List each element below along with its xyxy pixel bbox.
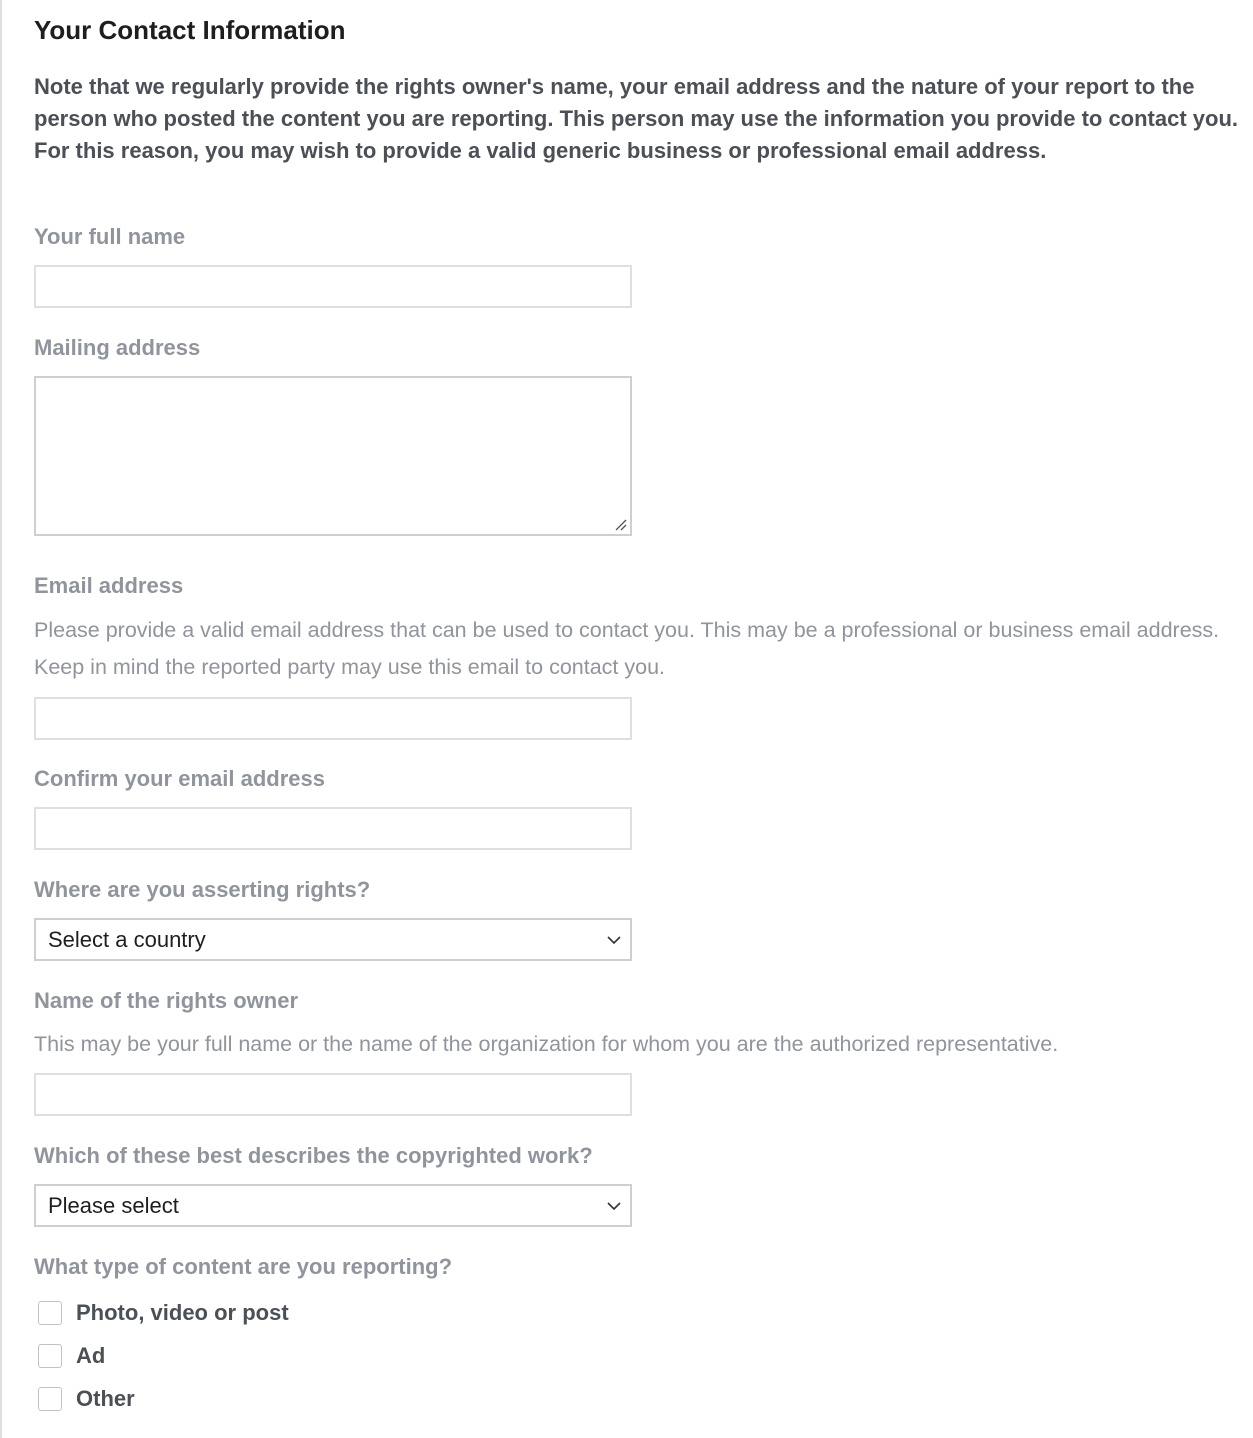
section-title: Your Contact Information (34, 15, 346, 45)
chevron-down-icon (606, 1198, 622, 1214)
rights-owner-help: This may be your full name or the name of the organization for whom you are the authorized representative. (34, 1032, 1059, 1056)
checkbox-label: Ad (76, 1343, 106, 1368)
mailing-address-textarea[interactable] (34, 376, 632, 536)
country-label: Where are you asserting rights? (34, 877, 371, 902)
content-type-label: What type of content are you reporting? (34, 1254, 453, 1279)
confirm-email-input[interactable] (34, 807, 632, 850)
resize-grip-icon[interactable] (613, 517, 627, 531)
email-input[interactable] (34, 697, 632, 740)
country-select-value: Select a country (48, 927, 206, 952)
work-type-select-value: Please select (48, 1193, 179, 1218)
full-name-label: Your full name (34, 224, 186, 249)
email-label: Email address (34, 573, 184, 598)
chevron-down-icon (606, 932, 622, 948)
checkbox-label: Other (76, 1386, 135, 1411)
country-select[interactable] (34, 918, 632, 961)
email-help: Please provide a valid email address that can be used to contact you. This may be a professional or business email address. Keep in mind the reported party may use this email to contact you. (34, 618, 1220, 679)
rights-owner-label: Name of the rights owner (34, 988, 299, 1013)
checkbox-other[interactable] (38, 1386, 135, 1412)
checkbox[interactable] (38, 1301, 62, 1325)
checkbox-label: Photo, video or post (76, 1300, 289, 1325)
rights-owner-input[interactable] (34, 1073, 632, 1116)
checkbox[interactable] (38, 1387, 62, 1411)
checkbox-photo-video-post[interactable] (38, 1300, 289, 1326)
left-border (0, 0, 2, 1438)
confirm-email-label: Confirm your email address (34, 766, 325, 791)
work-type-select[interactable] (34, 1184, 632, 1227)
mailing-address-label: Mailing address (34, 335, 201, 360)
work-type-label: Which of these best describes the copyrighted work? (34, 1143, 593, 1168)
privacy-note: Note that we regularly provide the rights owner's name, your email address and the nature of your report to the person who posted the content you are reporting. This person may use the information you provide to contact you. For this reason, you may wish to provide a valid generic business or professional email address. (34, 74, 1239, 163)
full-name-input[interactable] (34, 265, 632, 308)
checkbox[interactable] (38, 1344, 62, 1368)
checkbox-ad[interactable] (38, 1343, 105, 1369)
